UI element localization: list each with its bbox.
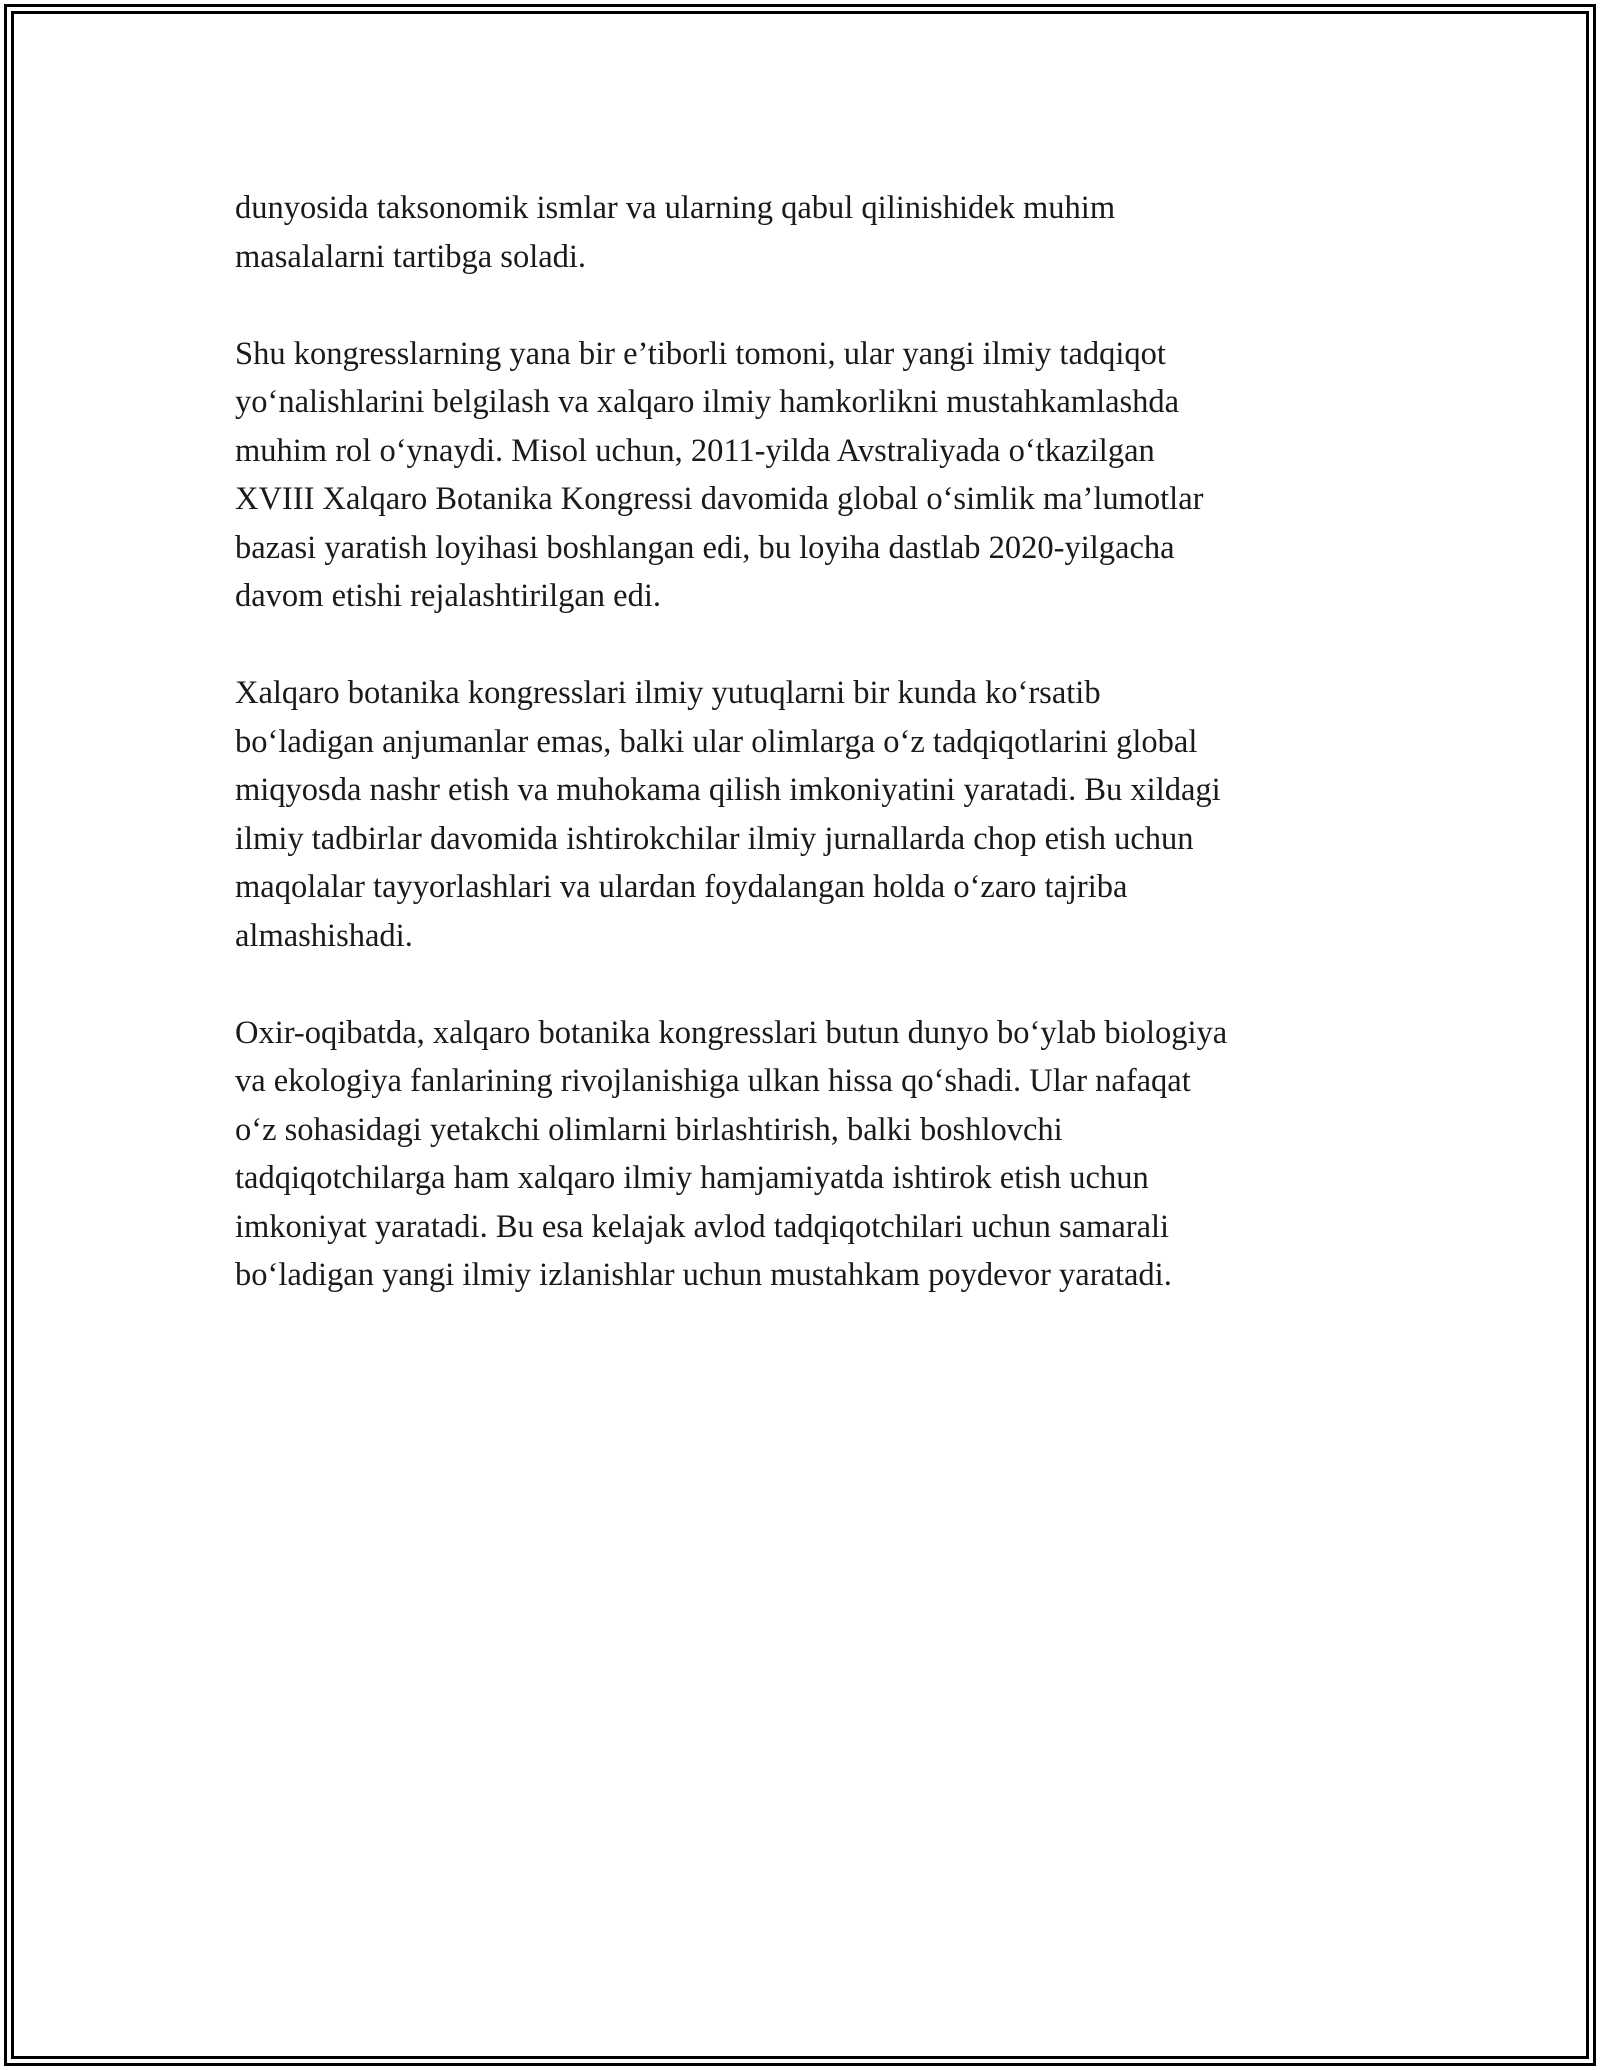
text-line: bo‘ladigan yangi ilmiy izlanishlar uchun mustahkam poydevor yaratadi. xyxy=(235,1257,1172,1293)
text-line: Shu kongresslarning yana bir e’tiborli tomoni, ular yangi ilmiy tadqiqot xyxy=(235,335,1166,372)
paragraph-1 xyxy=(235,184,1415,281)
text-line: almashishadi. xyxy=(235,917,413,954)
paragraph-4 xyxy=(235,1009,1415,1300)
text-line: tadqiqotchilarga ham xalqaro ilmiy hamjamiyatda ishtirok etish uchun xyxy=(235,1160,1149,1196)
text-line: ilmiy tadbirlar davomida ishtirokchilar ilmiy jurnallarda chop etish uchun xyxy=(235,820,1194,857)
paragraph-3 xyxy=(235,669,1415,960)
text-line: masalalarni tartibga soladi. xyxy=(235,238,587,275)
text-line: muhim rol o‘ynaydi. Misol uchun, 2011-yilda Avstraliyada o‘tkazilgan xyxy=(235,432,1155,469)
text-line: bazasi yaratish loyihasi boshlangan edi, bu loyiha dastlab 2020-yilgacha xyxy=(235,529,1175,566)
text-line: miqyosda nashr etish va muhokama qilish imkoniyatini yaratadi. Bu xildagi xyxy=(235,772,1221,808)
text-line: imkoniyat yaratadi. Bu esa kelajak avlod tadqiqotchilari uchun samarali xyxy=(235,1208,1170,1245)
text-line: Xalqaro botanika kongresslari ilmiy yutuqlarni bir kunda ko‘rsatib xyxy=(235,675,1101,711)
text-line: dunyosida taksonomik ismlar va ularning qabul qilinishidek muhim xyxy=(235,190,1116,226)
text-line: davom etishi rejalashtirilgan edi. xyxy=(235,578,661,614)
text-line: maqolalar tayyorlashlari va ulardan foydalangan holda o‘zaro tajriba xyxy=(235,869,1128,905)
paragraph-2 xyxy=(235,330,1415,621)
text-line: Oxir-oqibatda, xalqaro botanika kongresslari butun dunyo bo‘ylab biologiya xyxy=(235,1014,1228,1051)
text-line: va ekologiya fanlarining rivojlanishiga ulkan hissa qo‘shadi. Ular nafaqat xyxy=(235,1063,1191,1099)
text-line: yo‘nalishlarini belgilash va xalqaro ilmiy hamkorlikni mustahkamlashda xyxy=(235,384,1180,420)
text-line: o‘z sohasidagi yetakchi olimlarni birlashtirish, balki boshlovchi xyxy=(235,1111,1063,1148)
document-body xyxy=(235,184,1415,1348)
text-line: XVIII Xalqaro Botanika Kongressi davomida global o‘simlik ma’lumotlar xyxy=(235,481,1204,517)
text-line: bo‘ladigan anjumanlar emas, balki ular olimlarga o‘z tadqiqotlarini global xyxy=(235,723,1198,760)
